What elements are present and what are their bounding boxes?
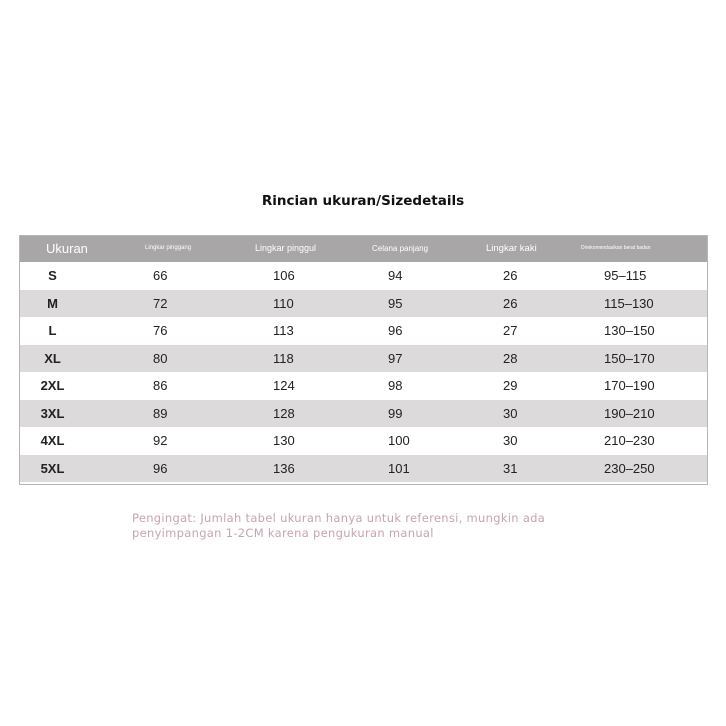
size-cell [20, 345, 105, 373]
table-row [20, 262, 707, 290]
disclaimer-line-1: Pengingat: Jumlah tabel ukuran hanya untuk referensi, mungkin ada [132, 511, 546, 525]
table-row [20, 400, 707, 428]
pants-length-cell: 96 [328, 317, 442, 345]
size-cell [20, 372, 105, 400]
waist-cell: 92 [105, 427, 215, 455]
header-pants-length: Celana panjang [372, 243, 429, 253]
table-row [20, 290, 707, 318]
page-title: Rincian ukuran/Sizedetails [261, 193, 465, 209]
size-label: 2XL [40, 378, 65, 394]
size-cell [20, 317, 105, 345]
weight-cell: 95–115 [556, 262, 707, 290]
waist-cell: 76 [105, 317, 215, 345]
hip-cell: 130 [215, 427, 328, 455]
leg-opening-cell: 29 [442, 372, 556, 400]
size-label: S [48, 268, 57, 284]
size-cell [20, 427, 105, 455]
header-waist: Lingkar pinggang [145, 245, 192, 252]
table-row [20, 345, 707, 373]
header-recommended-weight: Direkomendasikan berat badan [581, 245, 651, 252]
size-label: 5XL [40, 461, 65, 476]
pants-length-cell: 98 [328, 372, 442, 400]
waist-cell: 89 [105, 400, 215, 428]
header-size: Ukuran [46, 240, 88, 256]
size-label: L [48, 323, 57, 339]
leg-opening-cell: 30 [442, 400, 556, 428]
hip-cell: 128 [215, 400, 328, 428]
weight-cell: 170–190 [556, 372, 707, 400]
table-row [20, 455, 707, 483]
hip-cell: 110 [215, 290, 328, 318]
waist-cell: 66 [105, 262, 215, 290]
hip-cell: 124 [215, 372, 328, 400]
pants-length-cell: 101 [328, 455, 442, 483]
pants-length-cell: 94 [328, 262, 442, 290]
leg-opening-cell: 30 [442, 427, 556, 455]
leg-opening-cell: 28 [442, 345, 556, 373]
size-cell [20, 400, 105, 428]
pants-length-cell: 100 [328, 427, 442, 455]
table-row [20, 427, 707, 455]
hip-cell: 106 [215, 262, 328, 290]
table-row [20, 317, 707, 345]
table-header-row [20, 235, 707, 262]
size-cell [20, 290, 105, 318]
waist-cell: 96 [105, 455, 215, 483]
hip-cell: 136 [215, 455, 328, 483]
pants-length-cell: 99 [328, 400, 442, 428]
waist-cell: 72 [105, 290, 215, 318]
header-hip: Lingkar pinggul [255, 243, 317, 254]
table-row [20, 372, 707, 400]
size-label: 3XL [40, 405, 65, 421]
size-cell [20, 262, 105, 290]
hip-cell: 113 [215, 317, 328, 345]
pants-length-cell: 95 [328, 290, 442, 318]
disclaimer-line-2: penyimpangan 1-2CM karena pengukuran manual [132, 526, 434, 540]
leg-opening-cell: 31 [442, 455, 556, 483]
leg-opening-cell: 27 [442, 317, 556, 345]
hip-cell: 118 [215, 345, 328, 373]
size-label: XL [44, 350, 61, 366]
weight-cell: 230–250 [556, 455, 707, 483]
waist-cell: 86 [105, 372, 215, 400]
size-cell [20, 455, 105, 483]
disclaimer-note [132, 511, 602, 541]
header-leg-opening: Lingkar kaki [486, 242, 537, 254]
size-label: M [47, 295, 58, 311]
pants-length-cell: 97 [328, 345, 442, 373]
weight-cell: 150–170 [556, 345, 707, 373]
size-label: 4XL [40, 433, 65, 449]
weight-cell: 115–130 [556, 290, 707, 318]
weight-cell: 190–210 [556, 400, 707, 428]
weight-cell: 210–230 [556, 427, 707, 455]
waist-cell: 80 [105, 345, 215, 373]
size-table [20, 235, 707, 482]
weight-cell: 130–150 [556, 317, 707, 345]
leg-opening-cell: 26 [442, 290, 556, 318]
leg-opening-cell: 26 [442, 262, 556, 290]
